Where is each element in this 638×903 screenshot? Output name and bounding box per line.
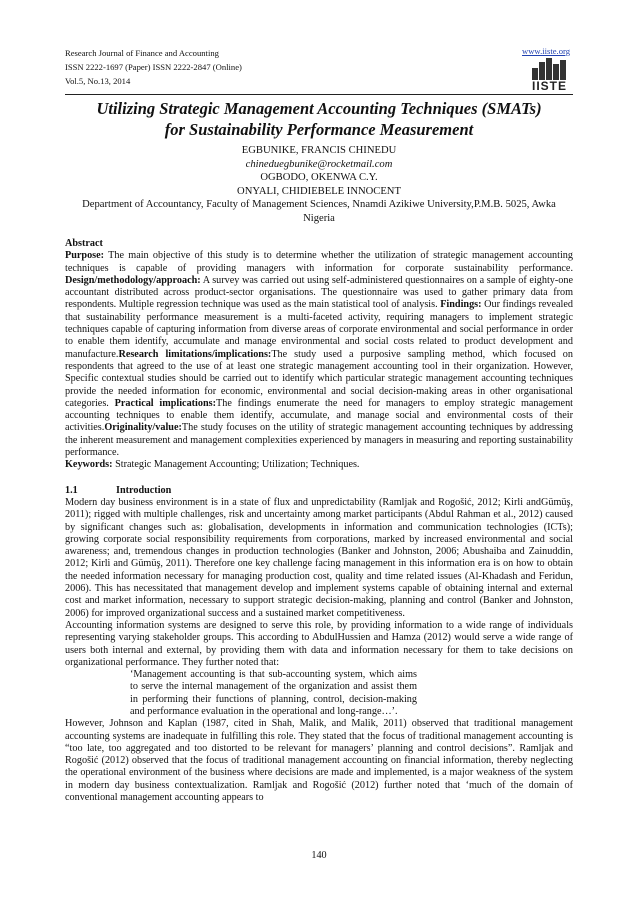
- purpose-label: Purpose:: [65, 250, 105, 262]
- keywords-label: Keywords:: [65, 459, 113, 471]
- journal-issn: ISSN 2222-1697 (Paper) ISSN 2222-2847 (Online): [65, 62, 242, 72]
- abstract-text: [65, 250, 573, 459]
- research-label: Research limitations/implications:: [118, 348, 272, 360]
- abstract-heading: Abstract: [65, 238, 103, 249]
- logo-wordmark: IISTE: [532, 79, 568, 93]
- author-block: [65, 144, 573, 226]
- keywords: [65, 459, 573, 471]
- title-line-1: Utilizing Strategic Management Accounting Techniques (SMATs): [96, 99, 542, 118]
- section-title: Introduction: [116, 484, 172, 496]
- purpose-text: The main objective of this study is to determine whether the utilization of strategic management accounting techniques is capable of providing managers with information for corporate sustainability performance.: [65, 250, 573, 274]
- title-line-2: for Sustainability Performance Measurement: [164, 120, 474, 139]
- design-text: A survey was carried out using self-administered questionnaires on a sample of eighty-one accountant distributed across product-sector organisations. The questionnaire was used to gather primary data from respondents. Multiple regression technique was used as the main statistical tool of analysis.: [65, 274, 573, 311]
- author-3: ONYALI, CHIDIEBELE INNOCENT: [237, 185, 401, 197]
- originality-label: Originality/value:: [104, 422, 182, 434]
- journal-volume: Vol.5, No.13, 2014: [65, 76, 131, 86]
- block-quote: ‘Management accounting is that sub-accounting system, which aims to serve the internal management of the organization and assist them in performing their functions of planning, control, decision-making and performance evaluation in the operational and long-range…’.: [130, 669, 417, 717]
- journal-name: Research Journal of Finance and Accounting: [65, 48, 219, 58]
- intro-paragraph-2: Accounting information systems are designed to serve this role, by providing information to a wide range of individuals representing varying stakeholder groups. This according to AbdulHussien and Hamza (2012) would serve a wide range of users both internal and external, by providing them with data and information necessary for them to take decisions on organizational performance. They further noted that:: [65, 619, 573, 668]
- author-1: EGBUNIKE, FRANCIS CHINEDU: [241, 145, 397, 156]
- affiliation: Department of Accountancy, Faculty of Management Sciences, Nnamdi Azikiwe University,P.M.B. 5025, Awka Nigeria: [82, 199, 556, 224]
- findings-label: Findings:: [440, 299, 482, 311]
- iiste-logo: [532, 58, 574, 94]
- section-heading: [65, 485, 573, 497]
- practical-text: The findings enumerate the need for managers to employ strategic management accounting techniques to enable them identify, accumulate, and manage social and environmental costs of their activities.: [65, 397, 573, 434]
- paper-body: [65, 238, 573, 804]
- research-text: The study used a purposive sampling method, which focused on respondents that agreed to the use of at least one strategic management accounting tool in their organization. However, Specific contextual studies should be carried out to identify which particular strategic management accounting techniques provide the needed information for economic, environmental and social decision-making areas in other organisational categories.: [65, 348, 573, 409]
- author-email: chineduegbunike@rocketmail.com: [245, 158, 393, 170]
- paper-title: [65, 98, 573, 140]
- section-number: 1.1: [65, 484, 78, 496]
- journal-website-link[interactable]: www.iiste.org: [522, 46, 570, 56]
- intro-paragraph-3: However, Johnson and Kaplan (1987, cited in Shah, Malik, and Malik, 2011) observed that traditional management accounting systems are inadequate in fulfilling this role. They stated that the focus of traditional management accounting is “too late, too aggregated and too distorted to be relevant for managers’ planning and control decisions”. Ramljak and Rogošić (2012) observed that the focus of traditional management accounting on financial information, thereby neglecting the operational environment of the business where decisions are made and implemented, is a major weakness of the system in modern day business contextualization. Ramljak and Rogošić (2012) further noted that ‘much of the domain of conventional management accounting appears to: [65, 718, 573, 804]
- journal-header: [65, 46, 242, 88]
- findings-text: Our findings revealed that sustainability performance measurement is a multi-faceted activity, requiring managers to implement strategic techniques capable of capturing information from diverse areas of corporate environmental and social performance in order to enable them identify, accumulate and manage environmental and social costs related to product development and manufacture.: [65, 299, 573, 360]
- page-number: 140: [311, 850, 327, 861]
- design-label: Design/methodology/approach:: [65, 274, 201, 286]
- practical-label: Practical implications:: [114, 397, 217, 409]
- header-divider: [65, 94, 573, 95]
- originality-text: The study focuses on the utility of strategic management accounting techniques by addressing the inherent measurement and management complexities experienced by managers in measuring and reporting sustainability performance.: [65, 422, 573, 459]
- keywords-text: Strategic Management Accounting; Utilization; Techniques.: [112, 459, 360, 471]
- logo-mark: [532, 58, 574, 80]
- author-2: OGBODO, OKENWA C.Y.: [260, 172, 378, 184]
- intro-paragraph-1: Modern day business environment is in a state of flux and unpredictability (Ramljak and Rogošić, 2012; Kirli andGümüş, 2011); rigged with multiple challenges, risk and uncertainty among market participants (Abdul Rahman et al., 2012) caused by significant changes such as: globalisation, developments in information and communication technologies (ICTs); growing corporate social responsibility requirements from corporations, marked by increased environmental and social awareness; and, tremendous changes in production technologies (Banker and Johnston, 2006; Abushaiba and Zainuddin, 2012; Kirli and Gümüş, 2011). Therefore one key challenge facing management in this information era is on how to obtain the needed information necessary for managing production cost, quality and time related issues (Al-Khadash and Feridun, 2006). This has necessitated that management develop and implement systems capable of obtaining internal and external cost and market information, necessary to support strategic decision-making, planning and control (Banker and Johnston, 2006) for improved organizational success and a sustained market competitiveness.: [65, 496, 573, 619]
